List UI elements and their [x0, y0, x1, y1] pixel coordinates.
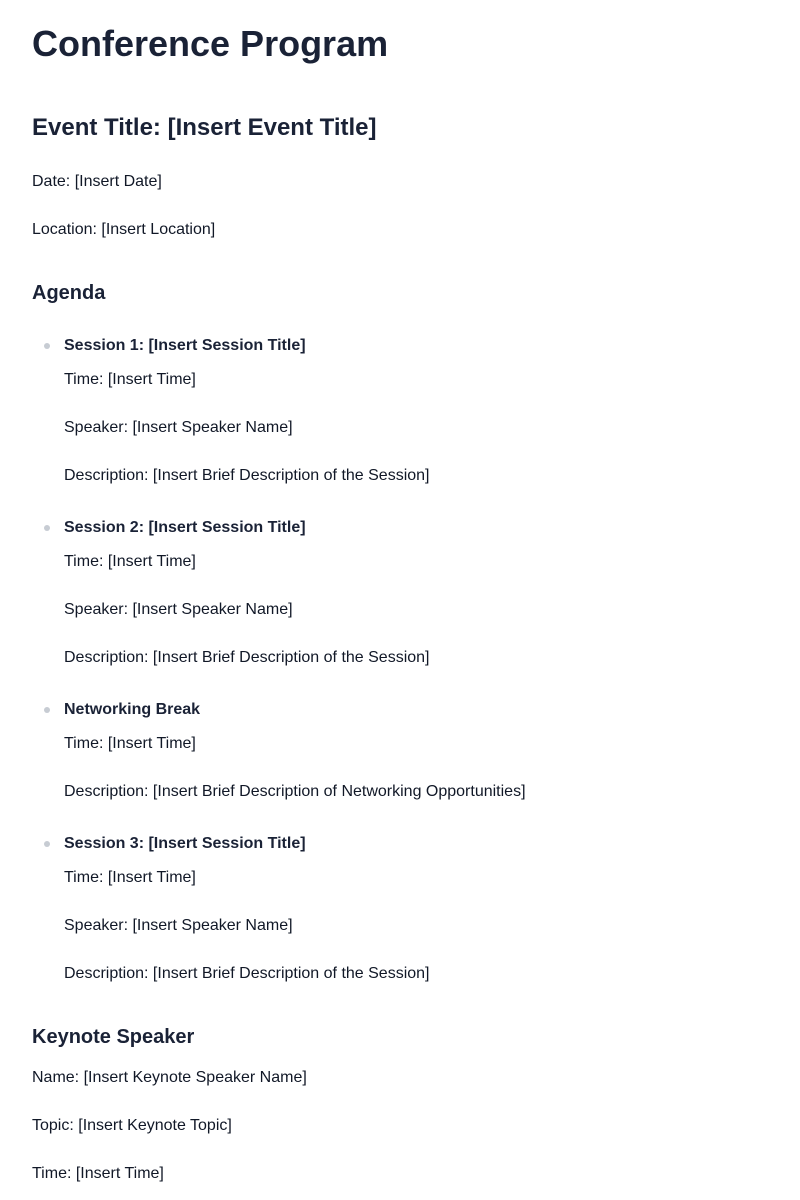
- agenda-heading: Agenda: [32, 282, 106, 304]
- agenda-item-time: Time: [Insert Time]: [64, 553, 196, 570]
- agenda-item-title: Session 2: [Insert Session Title]: [64, 519, 306, 536]
- bullet-icon: [44, 525, 50, 531]
- agenda-item-time: Time: [Insert Time]: [64, 371, 196, 388]
- agenda-item-title: Session 1: [Insert Session Title]: [64, 337, 306, 354]
- event-date: Date: [Insert Date]: [32, 173, 162, 190]
- agenda-item-time: Time: [Insert Time]: [64, 735, 196, 752]
- agenda-item-description: Description: [Insert Brief Description of the Session]: [64, 965, 430, 982]
- keynote-heading: Keynote Speaker: [32, 1026, 195, 1048]
- agenda-item-speaker: Speaker: [Insert Speaker Name]: [64, 601, 293, 618]
- agenda-item-description: Description: [Insert Brief Description of the Session]: [64, 649, 430, 666]
- keynote-name: Name: [Insert Keynote Speaker Name]: [32, 1069, 307, 1086]
- bullet-icon: [44, 707, 50, 713]
- keynote-topic: Topic: [Insert Keynote Topic]: [32, 1117, 232, 1134]
- bullet-icon: [44, 841, 50, 847]
- agenda-item-description: Description: [Insert Brief Description of Networking Opportunities]: [64, 783, 526, 800]
- document-title: Conference Program: [32, 23, 389, 64]
- event-location: Location: [Insert Location]: [32, 221, 216, 238]
- agenda-item-speaker: Speaker: [Insert Speaker Name]: [64, 419, 293, 436]
- agenda-item-description: Description: [Insert Brief Description of the Session]: [64, 467, 430, 484]
- agenda-item-title: Networking Break: [64, 701, 201, 718]
- keynote-time: Time: [Insert Time]: [32, 1165, 164, 1182]
- event-title: Event Title: [Insert Event Title]: [32, 114, 377, 141]
- bullet-icon: [44, 343, 50, 349]
- agenda-item-title: Session 3: [Insert Session Title]: [64, 835, 306, 852]
- agenda-item-time: Time: [Insert Time]: [64, 869, 196, 886]
- agenda-item-speaker: Speaker: [Insert Speaker Name]: [64, 917, 293, 934]
